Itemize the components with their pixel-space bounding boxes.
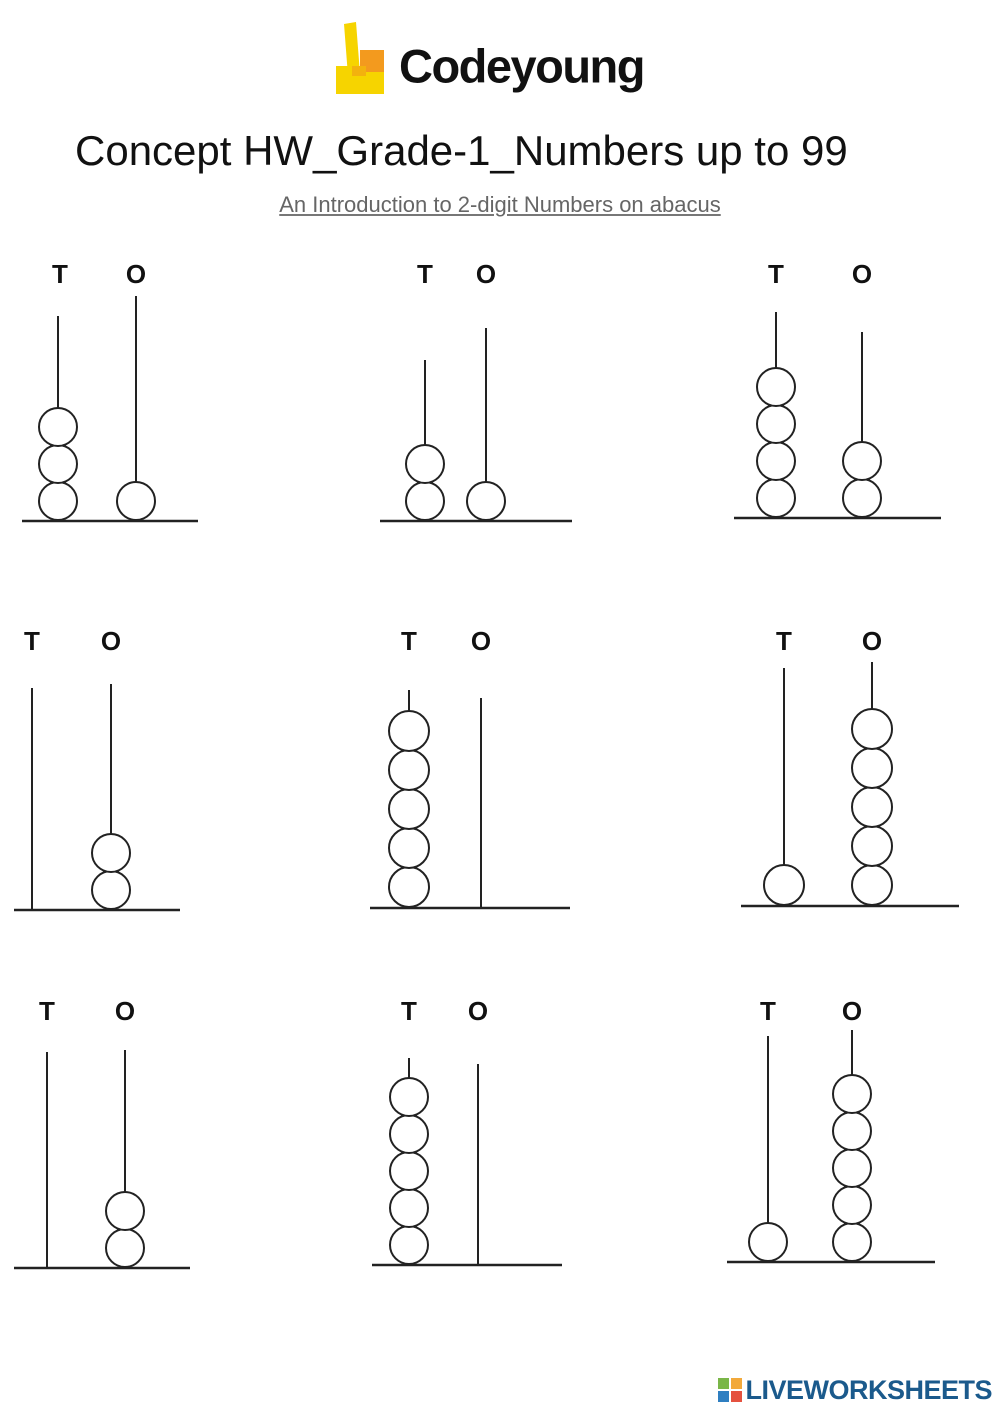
ones-label: O [470,625,492,656]
tens-bead [757,405,795,443]
tens-label: T [401,995,417,1026]
ones-bead [852,787,892,827]
abacus-9 [727,996,935,1262]
tens-bead [390,1115,428,1153]
ones-bead [843,479,881,517]
tens-bead [390,1078,428,1116]
ones-label: O [851,258,873,289]
abacus-3 [734,259,941,518]
ones-bead [106,1229,144,1267]
tens-bead [764,865,804,905]
tens-label: T [776,625,792,656]
ones-bead [106,1192,144,1230]
ones-bead [833,1186,871,1224]
ones-bead [92,834,130,872]
tens-label: T [417,258,433,289]
ones-bead [117,482,155,520]
tens-bead [389,750,429,790]
ones-bead [843,442,881,480]
abacus-4 [14,626,180,910]
tens-bead [389,867,429,907]
ones-bead [467,482,505,520]
ones-label: O [114,995,136,1026]
liveworksheets-brand [718,1375,992,1405]
tens-bead [390,1226,428,1264]
tens-bead [757,479,795,517]
ones-bead [833,1223,871,1261]
brand-name: Codeyoung [399,39,644,93]
ones-bead [852,826,892,866]
ones-label: O [125,258,147,289]
abacus-1 [22,259,198,521]
tens-label: T [760,995,776,1026]
ones-bead [852,865,892,905]
tens-bead [39,445,77,483]
tens-label: T [401,625,417,656]
liveworksheets-wordmark: LIVEWORKSHEETS [745,1374,992,1405]
ones-label: O [841,995,863,1026]
ones-label: O [475,258,497,289]
ones-label: O [100,625,122,656]
liveworksheets-badge-icon [718,1378,742,1402]
ones-label: O [467,995,489,1026]
tens-bead [389,789,429,829]
tens-bead [757,442,795,480]
subtitle-text: An Introduction to 2-digit Numbers on abacus [279,192,721,217]
abacus-7 [14,996,190,1268]
tens-bead [39,482,77,520]
ones-bead [92,871,130,909]
tens-bead [757,368,795,406]
tens-bead [406,482,444,520]
ones-label: O [861,625,883,656]
tens-label: T [39,995,55,1026]
tens-bead [749,1223,787,1261]
abacus-8 [372,996,562,1265]
tens-bead [389,828,429,868]
abacus-5 [370,626,570,908]
tens-bead [39,408,77,446]
tens-bead [390,1152,428,1190]
ones-bead [833,1149,871,1187]
tens-bead [390,1189,428,1227]
ones-bead [833,1112,871,1150]
page-title: Concept HW_Grade-1_Numbers up to 99 [75,127,848,174]
abacus-6 [741,626,959,906]
tens-bead [389,711,429,751]
tens-label: T [24,625,40,656]
tens-label: T [768,258,784,289]
ones-bead [852,709,892,749]
tens-label: T [52,258,68,289]
ones-bead [833,1075,871,1113]
abacus-2 [380,259,572,521]
ones-bead [852,748,892,788]
tens-bead [406,445,444,483]
